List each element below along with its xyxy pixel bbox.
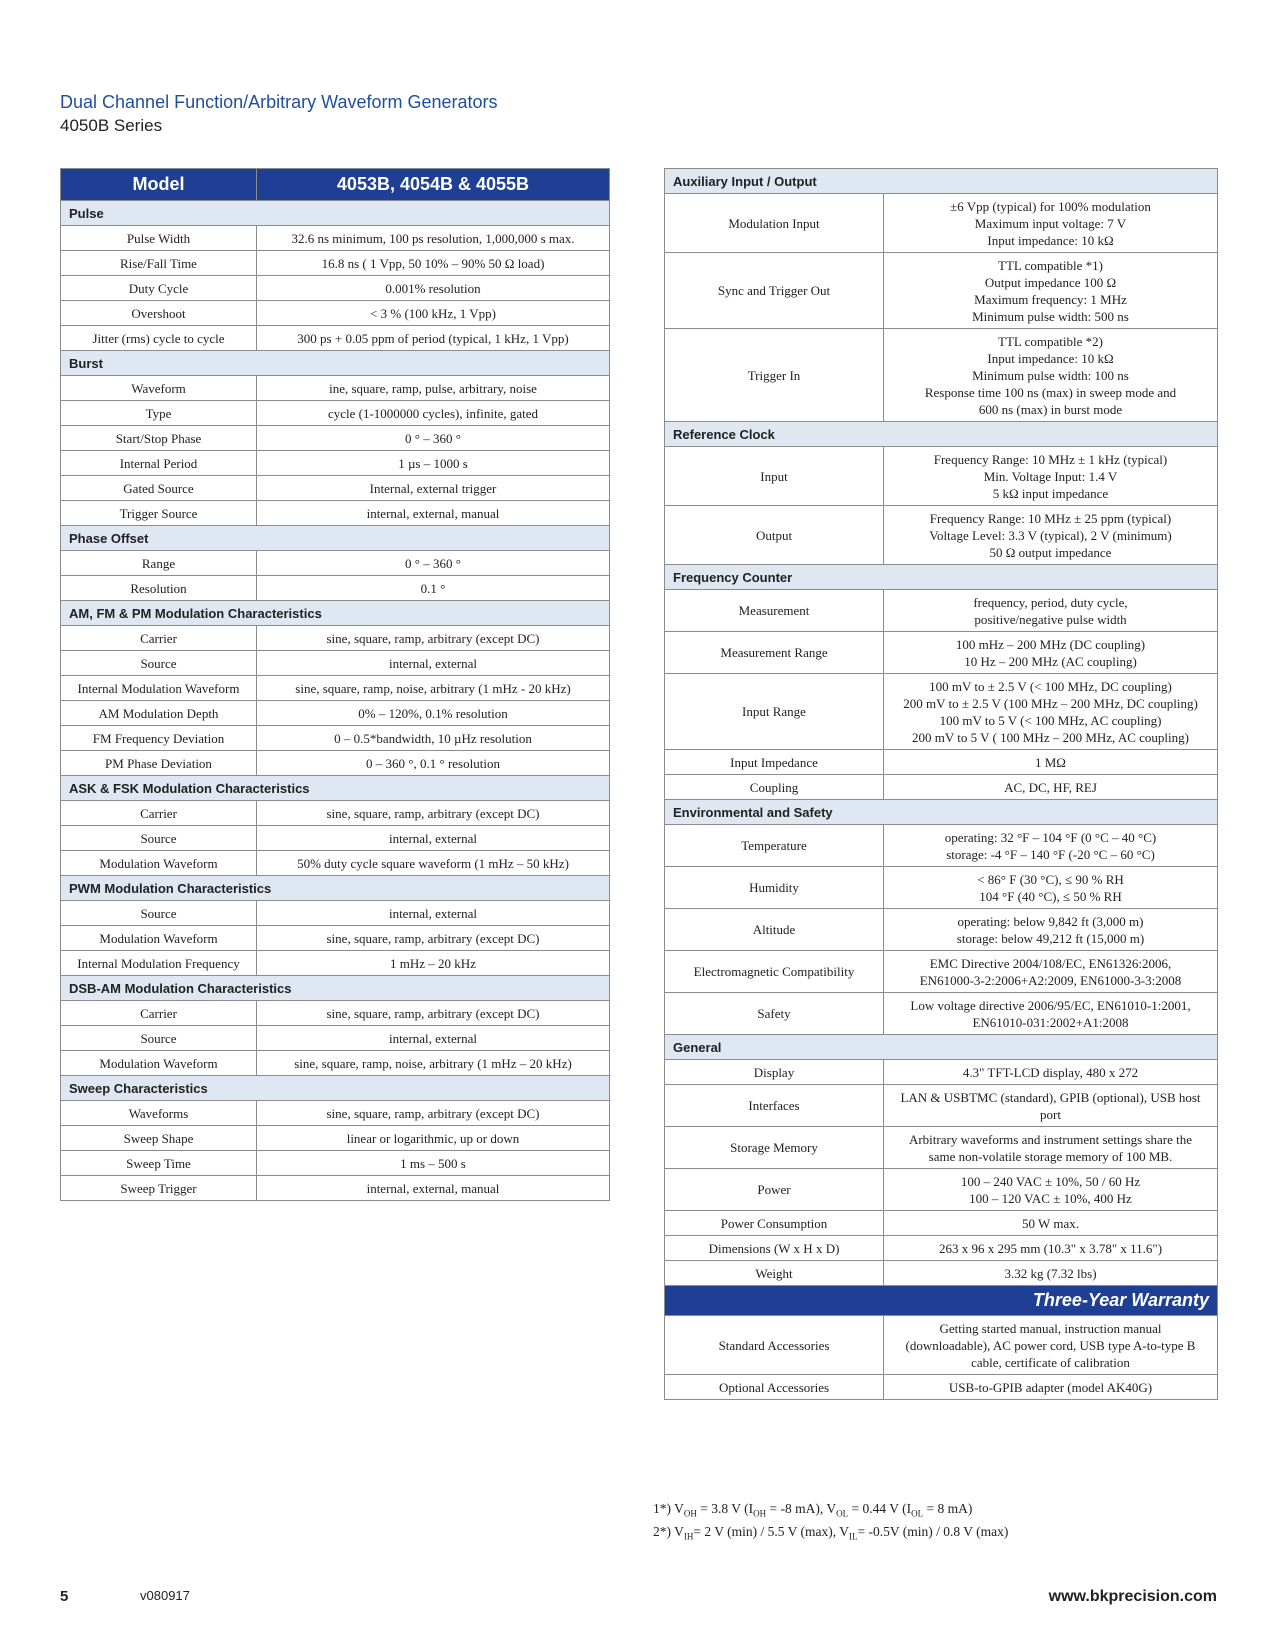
spec-label: Duty Cycle: [61, 276, 257, 301]
spec-value: 300 ps + 0.05 ppm of period (typical, 1 kHz, 1 Vpp): [257, 326, 610, 351]
spec-value: Frequency Range: 10 MHz ± 1 kHz (typical) Min. Voltage Input: 1.4 V 5 kΩ input impedance: [884, 447, 1218, 506]
spec-label: Sweep Trigger: [61, 1176, 257, 1201]
table-row: [665, 1236, 1218, 1261]
table-row: [665, 632, 1218, 674]
spec-label: Modulation Input: [665, 194, 884, 253]
spec-label: Start/Stop Phase: [61, 426, 257, 451]
footnote-1: 1*) $V_{OH} = 3.8$ V ($I_{OH} = -8$ mA), $V_{OL} = 0.44$ V ($I_{OL} = 8$ mA): [653, 1501, 973, 1519]
spec-label: Coupling: [665, 775, 884, 800]
footnote-2: 2*) $V_{IH}= 2$ V (min) / 5.5 V (max), $V_{IL}= -0.5V$ (min) / 0.8 V (max): [653, 1524, 1009, 1542]
spec-value: 4.3" TFT-LCD display, 480 x 272: [884, 1060, 1218, 1085]
page-title: Dual Channel Function/Arbitrary Waveform Generators: [60, 92, 498, 112]
spec-label: Jitter (rms) cycle to cycle: [61, 326, 257, 351]
spec-value: ±6 Vpp (typical) for 100% modulation Maximum input voltage: 7 V Input impedance: 10 kΩ: [884, 194, 1218, 253]
spec-label: Range: [61, 551, 257, 576]
table-row: [665, 329, 1218, 422]
spec-value: 0.1 °: [257, 576, 610, 601]
spec-label: Source: [61, 901, 257, 926]
spec-value: 32.6 ns minimum, 100 ps resolution, 1,000,000 s max.: [257, 226, 610, 251]
section-header-row: [665, 800, 1218, 825]
spec-label: Input Range: [665, 674, 884, 750]
section-header-row: [61, 601, 610, 626]
spec-label: Measurement Range: [665, 632, 884, 674]
table-row: [61, 1176, 610, 1201]
page-subtitle: 4050B Series: [60, 116, 163, 135]
spec-value: 1 µs – 1000 s: [257, 451, 610, 476]
section-header-row: [61, 351, 610, 376]
table-row: [665, 1169, 1218, 1211]
table-row: [61, 926, 610, 951]
section-title: Phase Offset: [61, 526, 610, 551]
spec-label: Source: [61, 651, 257, 676]
section-title: Frequency Counter: [665, 565, 1218, 590]
spec-label: Resolution: [61, 576, 257, 601]
spec-label: Internal Modulation Waveform: [61, 676, 257, 701]
table-row: [61, 251, 610, 276]
spec-value: sine, square, ramp, arbitrary (except DC): [257, 1101, 610, 1126]
table-row: [61, 1151, 610, 1176]
spec-value: sine, square, ramp, noise, arbitrary (1 mHz - 20 kHz): [257, 676, 610, 701]
spec-label: Weight: [665, 1261, 884, 1286]
spec-value: internal, external: [257, 651, 610, 676]
spec-value: AC, DC, HF, REJ: [884, 775, 1218, 800]
table-row: [61, 401, 610, 426]
table-row: [61, 1101, 610, 1126]
table-row: [61, 826, 610, 851]
spec-label: Power: [665, 1169, 884, 1211]
section-title: Environmental and Safety: [665, 800, 1218, 825]
spec-value: 100 – 240 VAC ± 10%, 50 / 60 Hz 100 – 120 VAC ± 10%, 400 Hz: [884, 1169, 1218, 1211]
table-row: [665, 1375, 1218, 1400]
spec-label: Waveform: [61, 376, 257, 401]
spec-label: Carrier: [61, 801, 257, 826]
spec-value: 100 mHz – 200 MHz (DC coupling) 10 Hz – 200 MHz (AC coupling): [884, 632, 1218, 674]
table-row: [61, 701, 610, 726]
spec-value: 100 mV to ± 2.5 V (< 100 MHz, DC coupling) 200 mV to ± 2.5 V (100 MHz – 200 MHz, DC coupling) 100 mV to 5 V (< 100 MHz, AC coupling) 200 mV to 5 V ( 100 MHz – 200 MHz, AC coupling): [884, 674, 1218, 750]
spec-label: Source: [61, 826, 257, 851]
spec-value: sine, square, ramp, arbitrary (except DC): [257, 926, 610, 951]
spec-value: operating: below 9,842 ft (3,000 m) storage: below 49,212 ft (15,000 m): [884, 909, 1218, 951]
section-header-row: [61, 776, 610, 801]
spec-label: Internal Modulation Frequency: [61, 951, 257, 976]
model-header: Model: [61, 169, 257, 201]
spec-value: internal, external: [257, 901, 610, 926]
table-row: [61, 726, 610, 751]
spec-value: 0 ° – 360 °: [257, 551, 610, 576]
spec-value: Frequency Range: 10 MHz ± 25 ppm (typical) Voltage Level: 3.3 V (typical), 2 V (minimum) 50 Ω output impedance: [884, 506, 1218, 565]
section-header-row: [61, 1076, 610, 1101]
table-row: [665, 1316, 1218, 1375]
spec-label: Standard Accessories: [665, 1316, 884, 1375]
table-row: [665, 590, 1218, 632]
spec-value: 50% duty cycle square waveform (1 mHz – 50 kHz): [257, 851, 610, 876]
table-row: [665, 951, 1218, 993]
spec-value: sine, square, ramp, arbitrary (except DC): [257, 1001, 610, 1026]
spec-value: 0% – 120%, 0.1% resolution: [257, 701, 610, 726]
table-row: [665, 674, 1218, 750]
table-row: [665, 1211, 1218, 1236]
spec-label: Carrier: [61, 626, 257, 651]
table-row: [61, 1126, 610, 1151]
table-row: [665, 1060, 1218, 1085]
table-row: [61, 651, 610, 676]
warranty-title: Three-Year Warranty: [665, 1286, 1218, 1316]
page-number: 5: [60, 1588, 69, 1605]
spec-value: EMC Directive 2004/108/EC, EN61326:2006, EN61000-3-2:2006+A2:2009, EN61000-3-3:2008: [884, 951, 1218, 993]
spec-label: Input: [665, 447, 884, 506]
spec-label: Electromagnetic Compatibility: [665, 951, 884, 993]
spec-label: FM Frequency Deviation: [61, 726, 257, 751]
spec-label: Modulation Waveform: [61, 1051, 257, 1076]
table-row: [665, 506, 1218, 565]
section-header-row: [665, 1035, 1218, 1060]
table-row: [61, 1026, 610, 1051]
table-row: [61, 376, 610, 401]
table-row: [61, 851, 610, 876]
table-row: [61, 501, 610, 526]
section-header-row: [61, 526, 610, 551]
spec-value: Getting started manual, instruction manual (downloadable), AC power cord, USB type A-to-type B cable, certificate of calibration: [884, 1316, 1218, 1375]
spec-value: Internal, external trigger: [257, 476, 610, 501]
spec-value: internal, external, manual: [257, 1176, 610, 1201]
spec-value: Low voltage directive 2006/95/EC, EN61010-1:2001, EN61010-031:2002+A1:2008: [884, 993, 1218, 1035]
table-row: [61, 1051, 610, 1076]
table-row: [665, 1127, 1218, 1169]
section-title: Auxiliary Input / Output: [665, 169, 1218, 194]
spec-value: USB-to-GPIB adapter (model AK40G): [884, 1375, 1218, 1400]
table-row: [61, 576, 610, 601]
section-title: Burst: [61, 351, 610, 376]
table-row: [665, 1261, 1218, 1286]
table-row: [665, 194, 1218, 253]
table-row: [665, 825, 1218, 867]
spec-value: 1 ms – 500 s: [257, 1151, 610, 1176]
spec-label: Trigger In: [665, 329, 884, 422]
spec-table-right: [664, 168, 1218, 1400]
spec-value: frequency, period, duty cycle, positive/negative pulse width: [884, 590, 1218, 632]
spec-value: sine, square, ramp, arbitrary (except DC): [257, 801, 610, 826]
spec-label: Power Consumption: [665, 1211, 884, 1236]
section-title: Pulse: [61, 201, 610, 226]
spec-value: 0 – 0.5*bandwidth, 10 µHz resolution: [257, 726, 610, 751]
spec-value: internal, external: [257, 1026, 610, 1051]
website-link[interactable]: www.bkprecision.com: [1048, 1588, 1217, 1605]
section-title: ASK & FSK Modulation Characteristics: [61, 776, 610, 801]
table-row: [665, 447, 1218, 506]
spec-value: 3.32 kg (7.32 lbs): [884, 1261, 1218, 1286]
table-row: [61, 751, 610, 776]
spec-label: Trigger Source: [61, 501, 257, 526]
table-row: [61, 626, 610, 651]
spec-label: Sync and Trigger Out: [665, 253, 884, 329]
spec-label: Carrier: [61, 1001, 257, 1026]
spec-value: Arbitrary waveforms and instrument settings share the same non-volatile storage memory of 100 MB.: [884, 1127, 1218, 1169]
section-header-row: [61, 201, 610, 226]
spec-label: Rise/Fall Time: [61, 251, 257, 276]
spec-label: Sweep Shape: [61, 1126, 257, 1151]
spec-value: 0 ° – 360 °: [257, 426, 610, 451]
table-row: [61, 951, 610, 976]
spec-label: Modulation Waveform: [61, 851, 257, 876]
table-row: [665, 750, 1218, 775]
spec-table-left: [60, 168, 610, 1201]
spec-value: < 86° F (30 °C), ≤ 90 % RH 104 °F (40 °C), ≤ 50 % RH: [884, 867, 1218, 909]
spec-label: Internal Period: [61, 451, 257, 476]
spec-value: sine, square, ramp, arbitrary (except DC): [257, 626, 610, 651]
spec-label: Measurement: [665, 590, 884, 632]
section-header-row: [665, 422, 1218, 447]
table-row: [665, 993, 1218, 1035]
table-row: [61, 301, 610, 326]
spec-value: operating: 32 °F – 104 °F (0 °C – 40 °C) storage: -4 °F – 140 °F (-20 °C – 60 °C): [884, 825, 1218, 867]
spec-label: Output: [665, 506, 884, 565]
section-title: Sweep Characteristics: [61, 1076, 610, 1101]
table-row: [61, 276, 610, 301]
spec-value: cycle (1-1000000 cycles), infinite, gated: [257, 401, 610, 426]
spec-label: PM Phase Deviation: [61, 751, 257, 776]
table-row: [61, 676, 610, 701]
warranty-banner: [665, 1286, 1218, 1316]
table-row: [61, 1001, 610, 1026]
spec-label: Display: [665, 1060, 884, 1085]
section-title: PWM Modulation Characteristics: [61, 876, 610, 901]
spec-label: Dimensions (W x H x D): [665, 1236, 884, 1261]
spec-label: Gated Source: [61, 476, 257, 501]
table-row: [665, 867, 1218, 909]
spec-label: Humidity: [665, 867, 884, 909]
table-row: [61, 551, 610, 576]
section-title: General: [665, 1035, 1218, 1060]
spec-label: Temperature: [665, 825, 884, 867]
section-header-row: [665, 565, 1218, 590]
table-row: [665, 253, 1218, 329]
table-row: [61, 326, 610, 351]
section-title: AM, FM & PM Modulation Characteristics: [61, 601, 610, 626]
section-header-row: [61, 976, 610, 1001]
spec-label: Waveforms: [61, 1101, 257, 1126]
spec-value: internal, external, manual: [257, 501, 610, 526]
table-row: [61, 451, 610, 476]
spec-value: 263 x 96 x 295 mm (10.3" x 3.78" x 11.6"): [884, 1236, 1218, 1261]
spec-value: linear or logarithmic, up or down: [257, 1126, 610, 1151]
spec-label: Pulse Width: [61, 226, 257, 251]
spec-value: < 3 % (100 kHz, 1 Vpp): [257, 301, 610, 326]
spec-label: Interfaces: [665, 1085, 884, 1127]
spec-label: AM Modulation Depth: [61, 701, 257, 726]
section-title: Reference Clock: [665, 422, 1218, 447]
table-header-row: [61, 169, 610, 201]
spec-value: TTL compatible *2) Input impedance: 10 kΩ Minimum pulse width: 100 ns Response time 100 ns (max) in sweep mode and 600 ns (max) in burst mode: [884, 329, 1218, 422]
spec-label: Storage Memory: [665, 1127, 884, 1169]
version-label: v080917: [140, 1588, 190, 1603]
spec-label: Modulation Waveform: [61, 926, 257, 951]
table-row: [665, 909, 1218, 951]
spec-value: TTL compatible *1) Output impedance 100 Ω Maximum frequency: 1 MHz Minimum pulse width: 500 ns: [884, 253, 1218, 329]
spec-value: 0.001% resolution: [257, 276, 610, 301]
section-title: DSB-AM Modulation Characteristics: [61, 976, 610, 1001]
spec-label: Source: [61, 1026, 257, 1051]
spec-value: internal, external: [257, 826, 610, 851]
spec-value: sine, square, ramp, noise, arbitrary (1 mHz – 20 kHz): [257, 1051, 610, 1076]
table-row: [61, 426, 610, 451]
table-row: [61, 901, 610, 926]
spec-value: 0 – 360 °, 0.1 ° resolution: [257, 751, 610, 776]
section-header-row: [665, 169, 1218, 194]
spec-label: Sweep Time: [61, 1151, 257, 1176]
table-row: [665, 775, 1218, 800]
section-header-row: [61, 876, 610, 901]
table-row: [61, 801, 610, 826]
spec-label: Input Impedance: [665, 750, 884, 775]
table-row: [61, 476, 610, 501]
table-row: [665, 1085, 1218, 1127]
spec-label: Altitude: [665, 909, 884, 951]
spec-value: LAN & USBTMC (standard), GPIB (optional), USB host port: [884, 1085, 1218, 1127]
spec-value: ine, square, ramp, pulse, arbitrary, noise: [257, 376, 610, 401]
spec-label: Type: [61, 401, 257, 426]
models-header: 4053B, 4054B & 4055B: [257, 169, 610, 201]
spec-value: 1 MΩ: [884, 750, 1218, 775]
spec-label: Overshoot: [61, 301, 257, 326]
table-row: [61, 226, 610, 251]
spec-label: Optional Accessories: [665, 1375, 884, 1400]
spec-value: 16.8 ns ( 1 Vpp, 50 10% – 90% 50 Ω load): [257, 251, 610, 276]
spec-value: 50 W max.: [884, 1211, 1218, 1236]
spec-label: Safety: [665, 993, 884, 1035]
spec-value: 1 mHz – 20 kHz: [257, 951, 610, 976]
